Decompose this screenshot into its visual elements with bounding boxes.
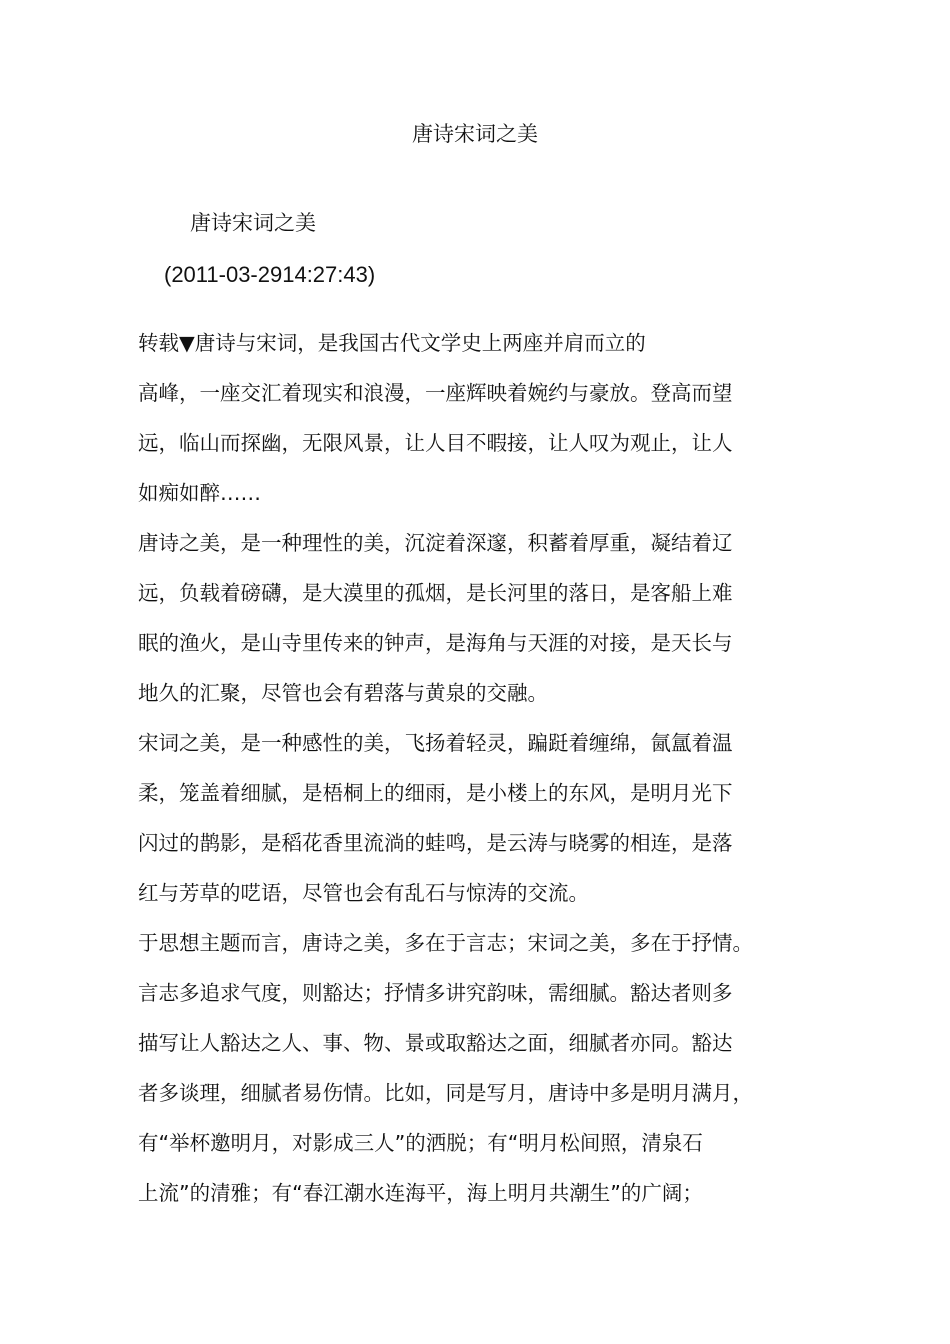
text-line: 描写让人豁达之人、事、物、景或取豁达之面，细腻者亦同。豁达 [138,1031,733,1055]
text-line: 如痴如醉…… [138,481,261,505]
text-line: 言志多追求气度，则豁达；抒情多讲究韵味，需细腻。豁达者则多 [138,981,733,1005]
text-line: 转载▼唐诗与宋词，是我国古代文学史上两座并肩而立的 [138,331,646,355]
text-line: 眠的渔火，是山寺里传来的钟声，是海角与天涯的对接，是天长与 [138,631,733,655]
text-line: 远，临山而探幽，无限风景，让人目不暇接，让人叹为观止，让人 [138,431,733,455]
text-line: 有“举杯邀明月，对影成三人”的洒脱；有“明月松间照，清泉石 [138,1131,703,1155]
text-line: 于思想主题而言，唐诗之美，多在于言志；宋词之美，多在于抒情。 [138,931,753,955]
text-line: 宋词之美，是一种感性的美，飞扬着轻灵，蹁跹着缠绵，氤氲着温 [138,731,733,755]
text-line: 柔，笼盖着细腻，是梧桐上的细雨，是小楼上的东风，是明月光下 [138,781,733,805]
article-timestamp: (2011-03-2914:27:43) [164,262,376,287]
page-title: 唐诗宋词之美 [412,122,538,146]
text-line: 地久的汇聚，尽管也会有碧落与黄泉的交融。 [138,681,548,705]
text-line: 远，负载着磅礴，是大漠里的孤烟，是长河里的落日，是客船上难 [138,581,733,605]
text-line: 高峰，一座交汇着现实和浪漫，一座辉映着婉约与豪放。登高而望 [138,381,733,405]
text-line: 者多谈理，细腻者易伤情。比如，同是写月，唐诗中多是明月满月， [138,1081,753,1105]
text-line: 闪过的鹊影，是稻花香里流淌的蛙鸣，是云涛与晓雾的相连，是落 [138,831,733,855]
text-line: 上流”的清雅；有“春江潮水连海平，海上明月共潮生”的广阔； [138,1181,703,1205]
text-line: 红与芳草的呓语，尽管也会有乱石与惊涛的交流。 [138,881,589,905]
article-subtitle: 唐诗宋词之美 [190,211,316,235]
article-body [138,325,818,1225]
text-line: 唐诗之美，是一种理性的美，沉淀着深邃，积蓄着厚重，凝结着辽 [138,531,733,555]
